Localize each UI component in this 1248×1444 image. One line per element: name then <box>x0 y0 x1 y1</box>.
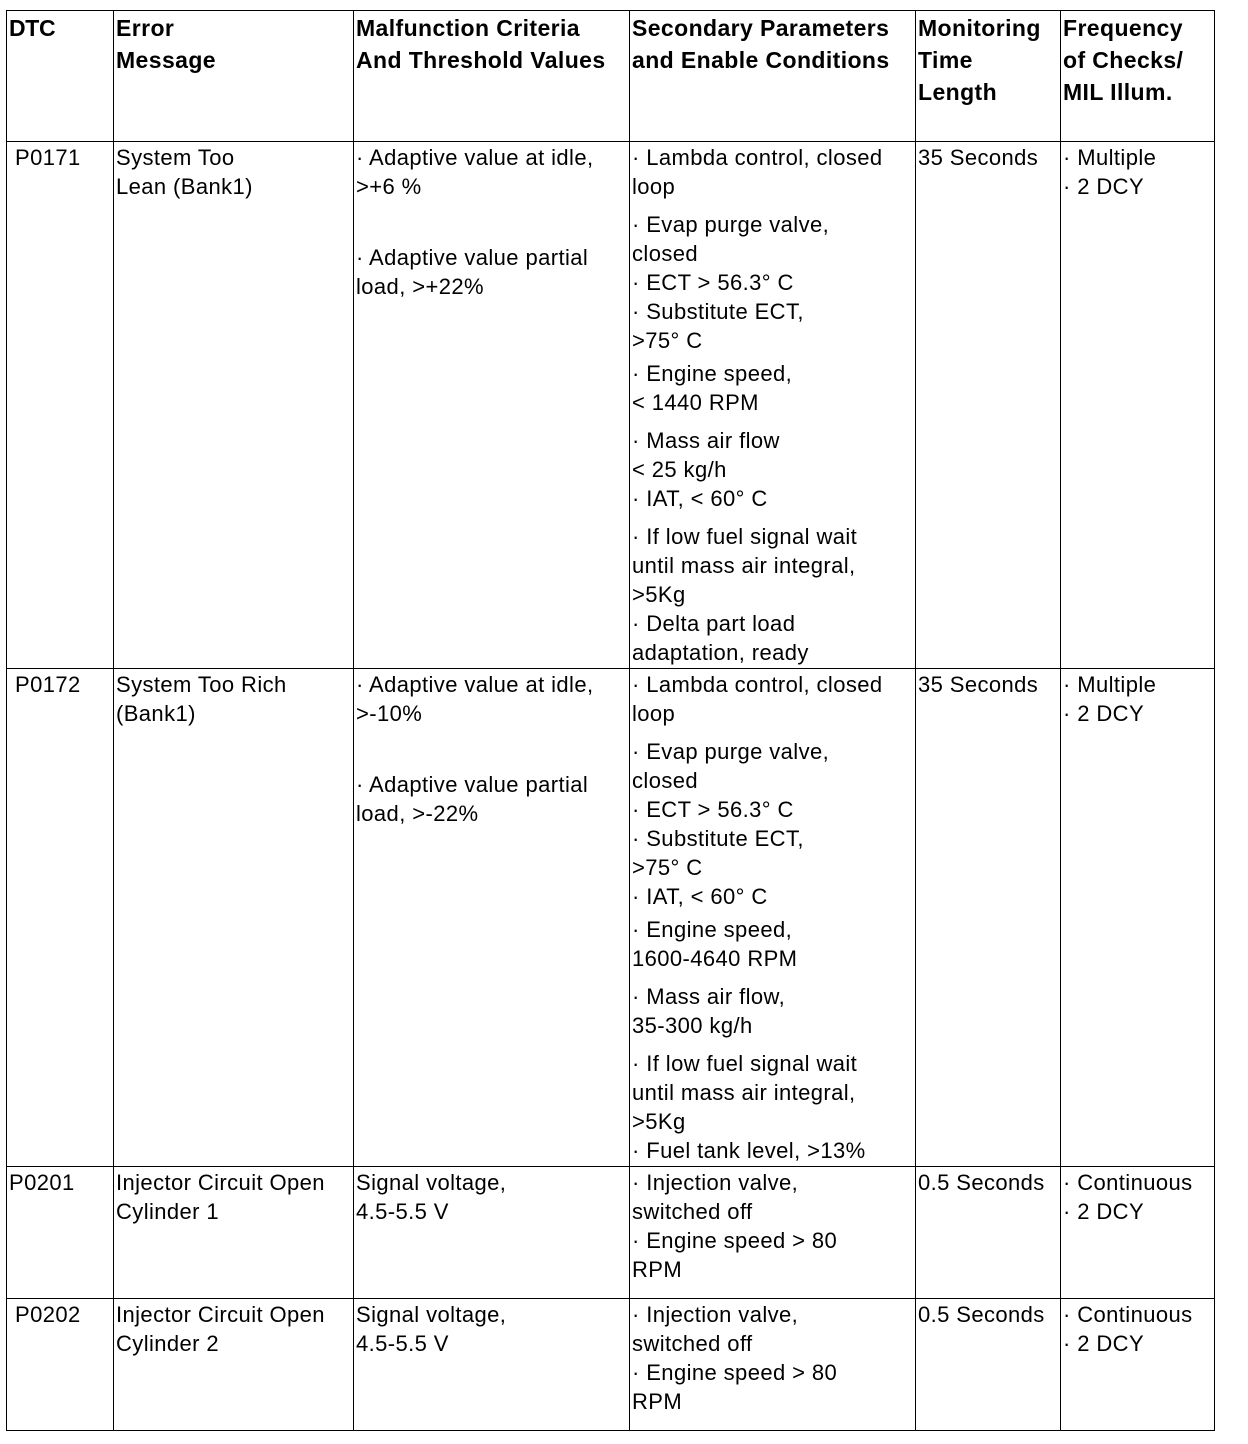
frequency-cell <box>1061 1299 1215 1431</box>
secondary-cell <box>630 669 916 1167</box>
criteria-item: · Adaptive value at idle, >-10% <box>356 672 594 726</box>
header-monitoring-time <box>916 11 1061 142</box>
secondary-item: · Injection valve, switched off <box>632 1170 799 1224</box>
secondary-item: · If low fuel signal wait until mass air integral, >5Kg <box>632 524 858 607</box>
secondary-item: · Evap purge valve, closed <box>632 212 830 266</box>
secondary-item: · Fuel tank level, >13% <box>632 1138 866 1163</box>
dtc-code-cell <box>7 669 114 1167</box>
header-error-message <box>114 11 354 142</box>
criteria-item: Signal voltage, 4.5-5.5 V <box>356 1302 507 1356</box>
frequency-cell <box>1061 669 1215 1167</box>
error-message-cell <box>114 669 354 1167</box>
secondary-item: · Engine speed > 80 RPM <box>632 1228 838 1282</box>
dtc-code: P0171 <box>15 145 81 170</box>
secondary-item: · Mass air flow < 25 kg/h <box>632 428 780 482</box>
table-row <box>7 669 1215 1167</box>
secondary-item: · Engine speed, < 1440 RPM <box>632 361 793 415</box>
criteria-item: · Adaptive value partial load, >-22% <box>356 772 589 826</box>
secondary-item: · Engine speed, 1600-4640 RPM <box>632 917 798 971</box>
secondary-item: · Engine speed > 80 RPM <box>632 1360 838 1414</box>
dtc-code: P0201 <box>9 1170 75 1195</box>
monitoring-time: 35 Seconds <box>918 145 1039 170</box>
error-message-cell <box>114 1299 354 1431</box>
criteria-cell <box>354 1299 630 1431</box>
secondary-cell <box>630 1167 916 1299</box>
criteria-cell <box>354 1167 630 1299</box>
table-row <box>7 1167 1215 1299</box>
criteria-cell <box>354 142 630 669</box>
secondary-item: · Delta part load adaptation, ready <box>632 611 809 665</box>
secondary-item: · Lambda control, closed loop <box>632 672 883 726</box>
header-malfunction-criteria <box>354 11 630 142</box>
criteria-cell <box>354 669 630 1167</box>
criteria-item: · Adaptive value partial load, >+22% <box>356 245 589 299</box>
frequency: · Multiple · 2 DCY <box>1063 672 1157 726</box>
error-message: Injector Circuit Open Cylinder 2 <box>116 1302 325 1356</box>
dtc-table <box>6 10 1215 1431</box>
error-message: System Too Lean (Bank1) <box>116 145 253 199</box>
criteria-item: · Adaptive value at idle, >+6 % <box>356 145 594 199</box>
monitoring-time-cell <box>916 669 1061 1167</box>
table-row <box>7 142 1215 669</box>
secondary-item: · ECT > 56.3° C <box>632 270 794 295</box>
table-header-row <box>7 11 1215 142</box>
monitoring-time: 0.5 Seconds <box>918 1302 1045 1327</box>
monitoring-time-cell <box>916 1299 1061 1431</box>
secondary-item: · IAT, < 60° C <box>632 486 768 511</box>
secondary-item: · Substitute ECT, >75° C <box>632 826 804 880</box>
secondary-item: · IAT, < 60° C <box>632 884 768 909</box>
frequency: · Multiple · 2 DCY <box>1063 145 1157 199</box>
secondary-cell <box>630 1299 916 1431</box>
secondary-item: · Lambda control, closed loop <box>632 145 883 199</box>
header-malfunction-criteria-text: Malfunction Criteria And Threshold Values <box>356 15 606 73</box>
frequency-cell <box>1061 142 1215 669</box>
header-frequency <box>1061 11 1215 142</box>
table-row <box>7 1299 1215 1431</box>
header-monitoring-time-text: Monitoring Time Length <box>918 15 1041 105</box>
document-page <box>6 10 1216 1431</box>
secondary-item: · Mass air flow, 35-300 kg/h <box>632 984 786 1038</box>
dtc-code-cell <box>7 1167 114 1299</box>
frequency: · Continuous · 2 DCY <box>1063 1170 1193 1224</box>
error-message: System Too Rich (Bank1) <box>116 672 287 726</box>
secondary-item: · Injection valve, switched off <box>632 1302 799 1356</box>
monitoring-time: 35 Seconds <box>918 672 1039 697</box>
secondary-item: · If low fuel signal wait until mass air integral, >5Kg <box>632 1051 858 1134</box>
header-error-message-text: Error Message <box>116 15 216 73</box>
frequency-cell <box>1061 1167 1215 1299</box>
dtc-code-cell <box>7 1299 114 1431</box>
error-message-cell <box>114 1167 354 1299</box>
secondary-cell <box>630 142 916 669</box>
header-frequency-text: Frequency of Checks/ MIL Illum. <box>1063 15 1184 105</box>
criteria-item: Signal voltage, 4.5-5.5 V <box>356 1170 507 1224</box>
dtc-code: P0202 <box>15 1302 81 1327</box>
header-secondary-parameters <box>630 11 916 142</box>
secondary-item: · Evap purge valve, closed <box>632 739 830 793</box>
monitoring-time-cell <box>916 1167 1061 1299</box>
header-dtc: DTC <box>7 11 114 142</box>
secondary-item: · ECT > 56.3° C <box>632 797 794 822</box>
dtc-code-cell <box>7 142 114 669</box>
secondary-item: · Substitute ECT, >75° C <box>632 299 804 353</box>
dtc-code: P0172 <box>15 672 81 697</box>
monitoring-time-cell <box>916 142 1061 669</box>
error-message-cell <box>114 142 354 669</box>
monitoring-time: 0.5 Seconds <box>918 1170 1045 1195</box>
frequency: · Continuous · 2 DCY <box>1063 1302 1193 1356</box>
error-message: Injector Circuit Open Cylinder 1 <box>116 1170 325 1224</box>
header-secondary-parameters-text: Secondary Parameters and Enable Conditions <box>632 15 890 73</box>
